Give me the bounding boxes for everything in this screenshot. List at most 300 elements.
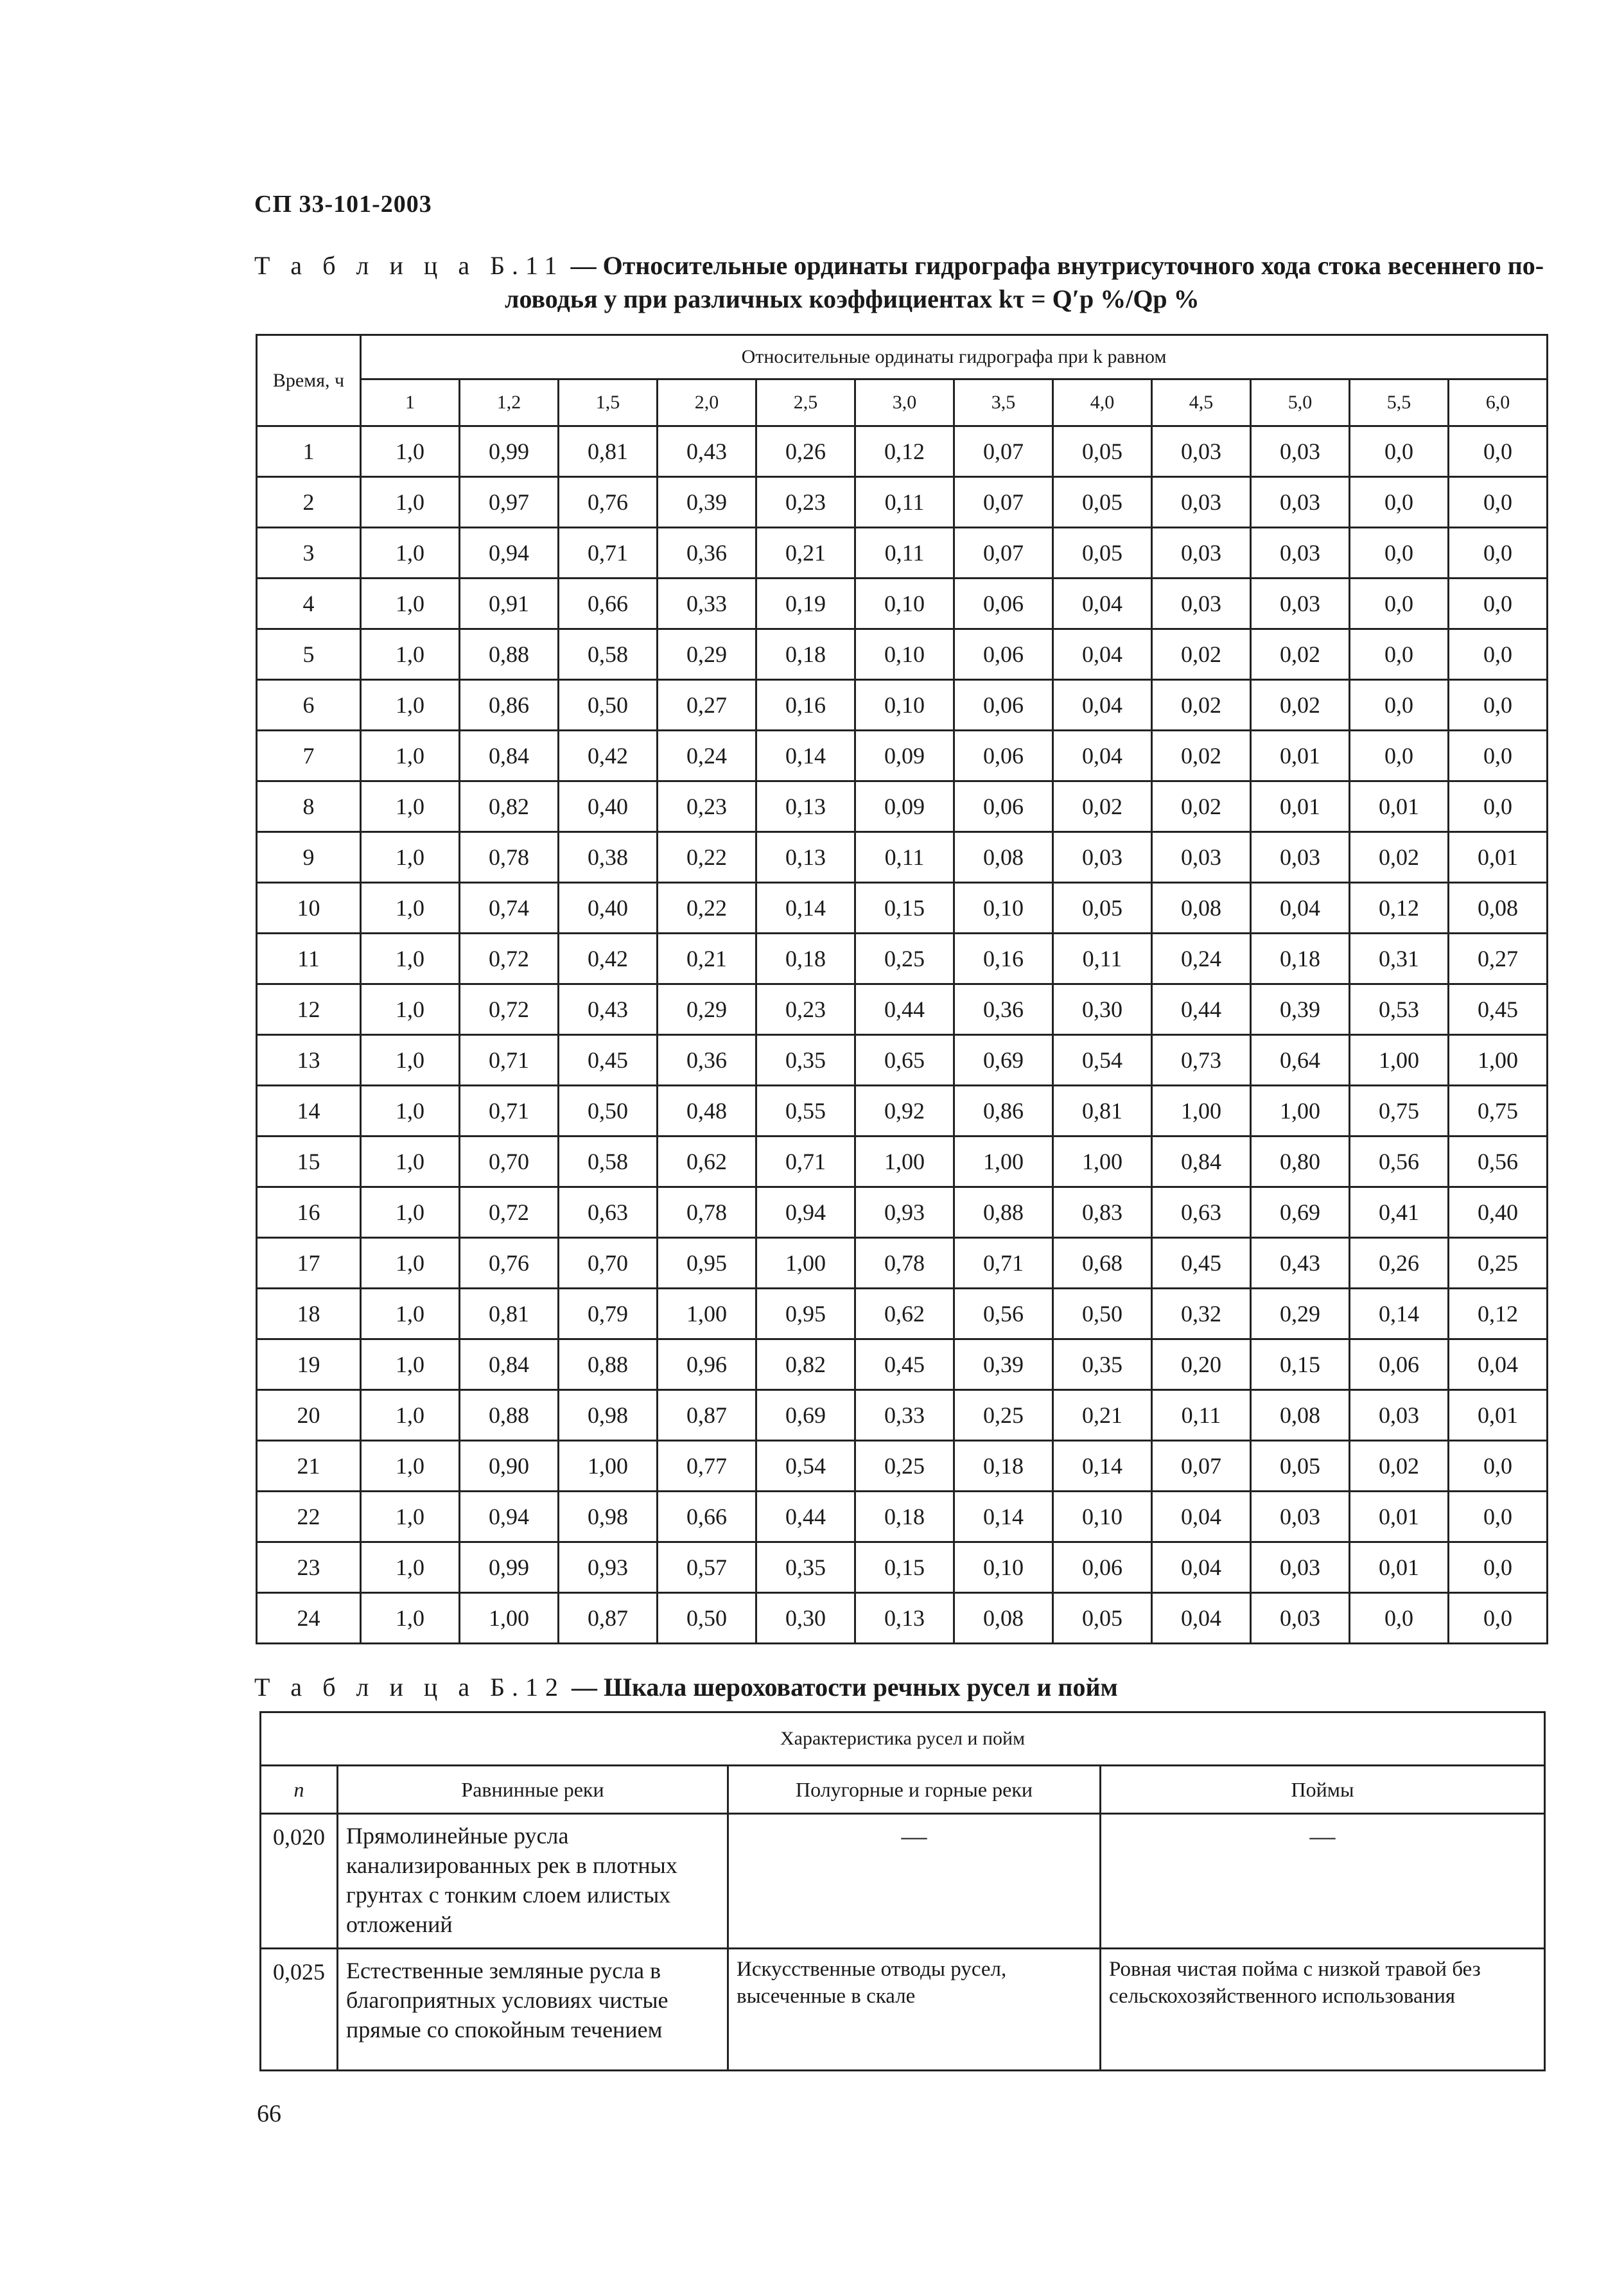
ordinate-cell: 0,11 (1053, 934, 1152, 984)
ordinate-cell: 0,03 (1152, 832, 1251, 883)
table-12-body (261, 1712, 1545, 2071)
ordinate-cell: 0,07 (954, 477, 1053, 528)
ordinate-cell: 0,63 (1152, 1187, 1251, 1238)
table-12-caption (254, 1671, 1551, 1704)
ordinate-cell: 0,36 (658, 528, 756, 579)
hour-cell: 15 (257, 1136, 361, 1187)
ordinate-cell: 0,71 (460, 1086, 559, 1136)
ordinate-cell: 0,31 (1350, 934, 1449, 984)
ordinate-cell: 0,64 (1251, 1035, 1350, 1086)
ordinate-cell: 0,04 (1053, 680, 1152, 731)
ordinate-cell: 0,99 (460, 1542, 559, 1593)
ordinate-cell: 0,71 (756, 1136, 855, 1187)
ordinate-cell: 0,14 (954, 1492, 1053, 1542)
ordinate-cell: 0,66 (658, 1492, 756, 1542)
k-value-header: 4,0 (1053, 379, 1152, 426)
ordinate-cell: 0,12 (855, 426, 954, 477)
ordinate-cell: 0,11 (1152, 1390, 1251, 1441)
ordinate-cell: 0,23 (756, 984, 855, 1035)
ordinate-cell: 0,91 (460, 579, 559, 629)
ordinate-cell: 0,57 (658, 1542, 756, 1593)
ordinate-cell: 0,22 (658, 883, 756, 934)
ordinate-cell: 0,93 (855, 1187, 954, 1238)
document-code: СП 33-101-2003 (254, 191, 432, 218)
ordinate-cell: 0,54 (1053, 1035, 1152, 1086)
ordinate-cell: 1,0 (361, 1339, 460, 1390)
ordinate-cell: 0,09 (855, 781, 954, 832)
table-12-header-row (261, 1766, 1545, 1814)
table-12 (259, 1711, 1546, 2071)
ordinate-cell: 0,14 (1053, 1441, 1152, 1492)
ordinate-cell: 1,0 (361, 1238, 460, 1289)
ordinate-cell: 0,62 (658, 1136, 756, 1187)
k-value-header: 1,5 (559, 379, 658, 426)
hour-cell: 7 (257, 731, 361, 781)
table-11-header-row (257, 335, 1548, 379)
ordinate-cell: 1,00 (460, 1593, 559, 1644)
ordinate-cell: 0,15 (855, 883, 954, 934)
table-row (257, 984, 1548, 1035)
ordinate-cell: 0,10 (954, 883, 1053, 934)
ordinate-cell: 0,25 (1449, 1238, 1548, 1289)
k-values-row (257, 379, 1548, 426)
ordinate-cell: 0,18 (954, 1441, 1053, 1492)
ordinate-cell: 0,12 (1449, 1289, 1548, 1339)
ordinate-cell: 0,32 (1152, 1289, 1251, 1339)
ordinate-cell: 0,0 (1449, 426, 1548, 477)
ordinate-cell: 0,41 (1350, 1187, 1449, 1238)
ordinate-cell: 0,02 (1053, 781, 1152, 832)
ordinate-cell: 0,06 (1053, 1542, 1152, 1593)
ordinate-cell: 0,94 (460, 528, 559, 579)
ordinate-cell: 0,03 (1251, 1492, 1350, 1542)
ordinate-cell: 0,07 (1152, 1441, 1251, 1492)
ordinate-cell: 0,99 (460, 426, 559, 477)
ordinate-cell: 0,45 (855, 1339, 954, 1390)
ordinate-cell: 0,0 (1449, 1593, 1548, 1644)
ordinate-cell: 0,07 (954, 426, 1053, 477)
ordinate-cell: 0,18 (1251, 934, 1350, 984)
ordinate-cell: 1,0 (361, 680, 460, 731)
ordinate-cell: 1,0 (361, 934, 460, 984)
ordinate-cell: 0,12 (1350, 883, 1449, 934)
ordinate-cell: 0,08 (1251, 1390, 1350, 1441)
ordinate-cell: 0,10 (954, 1542, 1053, 1593)
ordinate-cell: 0,27 (658, 680, 756, 731)
ordinate-cell: 0,07 (954, 528, 1053, 579)
ordinate-cell: 0,02 (1251, 680, 1350, 731)
mountain-rivers-cell: Искусственные отводы русел, высеченные в скале (728, 1949, 1101, 2071)
ordinate-cell: 1,0 (361, 984, 460, 1035)
ordinate-cell: 1,0 (361, 1542, 460, 1593)
ordinate-cell: 0,44 (756, 1492, 855, 1542)
ordinate-cell: 0,29 (658, 984, 756, 1035)
ordinate-cell: 0,03 (1251, 579, 1350, 629)
ordinate-cell: 0,44 (1152, 984, 1251, 1035)
table-row (257, 1238, 1548, 1289)
k-value-header: 3,5 (954, 379, 1053, 426)
ordinate-cell: 1,00 (1251, 1086, 1350, 1136)
ordinate-cell: 0,15 (1251, 1339, 1350, 1390)
ordinate-cell: 0,45 (1449, 984, 1548, 1035)
ordinate-cell: 0,16 (756, 680, 855, 731)
table-row (257, 1339, 1548, 1390)
ordinate-cell: 0,96 (658, 1339, 756, 1390)
ordinate-cell: 0,03 (1251, 477, 1350, 528)
hour-cell: 6 (257, 680, 361, 731)
table-row (257, 1035, 1548, 1086)
ordinate-cell: 0,11 (855, 477, 954, 528)
ordinate-cell: 1,0 (361, 1593, 460, 1644)
ordinate-cell: 0,71 (559, 528, 658, 579)
ordinate-cell: 1,0 (361, 781, 460, 832)
table-11-label: Т а б л и ц а Б.11 (254, 251, 564, 280)
ordinate-cell: 0,75 (1350, 1086, 1449, 1136)
ordinate-cell: 0,04 (1053, 629, 1152, 680)
ordinate-cell: 0,05 (1053, 426, 1152, 477)
ordinate-cell: 0,40 (559, 781, 658, 832)
ordinate-cell: 0,80 (1251, 1136, 1350, 1187)
ordinate-cell: 0,40 (559, 883, 658, 934)
ordinate-cell: 0,24 (1152, 934, 1251, 984)
page-number: 66 (257, 2100, 281, 2127)
ordinate-cell: 1,0 (361, 1136, 460, 1187)
ordinate-cell: 0,11 (855, 832, 954, 883)
ordinate-cell: 0,14 (756, 731, 855, 781)
ordinate-cell: 0,05 (1251, 1441, 1350, 1492)
table-row (257, 680, 1548, 731)
ordinate-cell: 0,02 (1152, 680, 1251, 731)
table-11 (256, 334, 1548, 1644)
table-12-row (261, 1814, 1545, 1949)
hour-cell: 21 (257, 1441, 361, 1492)
ordinate-cell: 0,50 (1053, 1289, 1152, 1339)
ordinate-cell: 0,87 (658, 1390, 756, 1441)
ordinate-cell: 1,00 (954, 1136, 1053, 1187)
ordinate-cell: 0,02 (1251, 629, 1350, 680)
n-column-header: n (261, 1766, 338, 1814)
ordinate-cell: 0,81 (1053, 1086, 1152, 1136)
ordinate-cell: 0,0 (1350, 1593, 1449, 1644)
k-value-header: 1 (361, 379, 460, 426)
table-11-title-line2: ловодья y при различных коэффициентах kτ = Q′p %/Qp % (505, 284, 1200, 313)
ordinate-cell: 0,13 (756, 781, 855, 832)
ordinate-cell: 0,25 (954, 1390, 1053, 1441)
ordinate-cell: 0,04 (1152, 1492, 1251, 1542)
plain-rivers-cell: Естественные земляные русла в благоприятных условиях чистые прямые со спокойным течением (338, 1949, 728, 2071)
ordinate-cell: 0,35 (756, 1542, 855, 1593)
ordinate-cell: 0,81 (559, 426, 658, 477)
k-value-header: 3,0 (855, 379, 954, 426)
table-row (257, 832, 1548, 883)
ordinate-cell: 0,39 (1251, 984, 1350, 1035)
ordinate-cell: 0,02 (1350, 1441, 1449, 1492)
ordinate-cell: 0,98 (559, 1492, 658, 1542)
hour-cell: 1 (257, 426, 361, 477)
ordinate-cell: 0,70 (460, 1136, 559, 1187)
ordinate-cell: 0,06 (954, 680, 1053, 731)
ordinate-cell: 0,0 (1449, 477, 1548, 528)
ordinate-cell: 0,06 (1350, 1339, 1449, 1390)
ordinate-cell: 0,19 (756, 579, 855, 629)
k-value-header: 1,2 (460, 379, 559, 426)
roughness-value-cell: 0,025 (261, 1949, 338, 2071)
mountain-rivers-header: Полугорные и горные реки (728, 1766, 1101, 1814)
ordinate-cell: 0,79 (559, 1289, 658, 1339)
ordinate-cell: 0,69 (1251, 1187, 1350, 1238)
ordinate-cell: 1,0 (361, 1492, 460, 1542)
hour-cell: 14 (257, 1086, 361, 1136)
ordinate-cell: 0,01 (1449, 832, 1548, 883)
ordinate-cell: 0,65 (855, 1035, 954, 1086)
ordinate-cell: 0,22 (658, 832, 756, 883)
table-12-row (261, 1949, 1545, 2071)
ordinate-cell: 0,0 (1449, 579, 1548, 629)
hour-cell: 16 (257, 1187, 361, 1238)
ordinate-cell: 0,06 (954, 629, 1053, 680)
ordinate-cell: 0,36 (658, 1035, 756, 1086)
ordinate-cell: 1,00 (658, 1289, 756, 1339)
ordinate-cell: 0,70 (559, 1238, 658, 1289)
ordinate-cell: 0,87 (559, 1593, 658, 1644)
ordinate-cell: 1,0 (361, 1390, 460, 1441)
ordinate-cell: 0,05 (1053, 528, 1152, 579)
ordinate-cell: 0,13 (855, 1593, 954, 1644)
ordinate-cell: 0,03 (1053, 832, 1152, 883)
ordinate-cell: 0,30 (756, 1593, 855, 1644)
ordinate-cell: 0,77 (658, 1441, 756, 1492)
ordinate-cell: 0,97 (460, 477, 559, 528)
hour-cell: 20 (257, 1390, 361, 1441)
ordinate-cell: 0,04 (1449, 1339, 1548, 1390)
ordinate-cell: 0,10 (1053, 1492, 1152, 1542)
ordinate-cell: 0,45 (559, 1035, 658, 1086)
table-12-title: — Шкала шероховатости речных русел и пойм (572, 1673, 1118, 1702)
ordinate-cell: 0,86 (954, 1086, 1053, 1136)
table-11-body (257, 335, 1548, 1644)
ordinate-cell: 0,0 (1449, 1492, 1548, 1542)
ordinate-cell: 0,03 (1251, 1593, 1350, 1644)
table-row (257, 1492, 1548, 1542)
ordinate-cell: 0,82 (756, 1339, 855, 1390)
ordinate-cell: 0,78 (658, 1187, 756, 1238)
k-value-header: 5,5 (1350, 379, 1449, 426)
ordinate-cell: 0,76 (460, 1238, 559, 1289)
ordinate-cell: 0,84 (460, 1339, 559, 1390)
ordinate-cell: 0,43 (658, 426, 756, 477)
ordinate-cell: 0,08 (1152, 883, 1251, 934)
ordinate-cell: 0,04 (1152, 1593, 1251, 1644)
ordinate-cell: 0,95 (658, 1238, 756, 1289)
ordinate-cell: 0,02 (1152, 731, 1251, 781)
ordinate-cell: 0,16 (954, 934, 1053, 984)
ordinate-cell: 0,05 (1053, 883, 1152, 934)
ordinate-cell: 0,06 (954, 781, 1053, 832)
ordinate-cell: 0,0 (1449, 1441, 1548, 1492)
ordinate-cell: 0,21 (1053, 1390, 1152, 1441)
ordinate-cell: 0,10 (855, 680, 954, 731)
ordinate-cell: 0,58 (559, 1136, 658, 1187)
ordinate-cell: 0,48 (658, 1086, 756, 1136)
ordinate-cell: 0,55 (756, 1086, 855, 1136)
ordinate-cell: 0,56 (954, 1289, 1053, 1339)
ordinate-cell: 1,0 (361, 477, 460, 528)
ordinate-cell: 0,66 (559, 579, 658, 629)
ordinate-cell: 0,42 (559, 934, 658, 984)
table-row (257, 629, 1548, 680)
ordinate-cell: 0,10 (855, 629, 954, 680)
ordinate-cell: 0,0 (1449, 680, 1548, 731)
ordinate-cell: 0,92 (855, 1086, 954, 1136)
ordinate-cell: 0,0 (1350, 579, 1449, 629)
ordinate-cell: 0,68 (1053, 1238, 1152, 1289)
ordinate-cell: 0,42 (559, 731, 658, 781)
table-row (257, 1593, 1548, 1644)
ordinate-cell: 0,10 (855, 579, 954, 629)
ordinate-cell: 0,29 (1251, 1289, 1350, 1339)
table-row (257, 1136, 1548, 1187)
ordinate-cell: 0,35 (1053, 1339, 1152, 1390)
ordinate-cell: 0,35 (756, 1035, 855, 1086)
table-row (257, 477, 1548, 528)
ordinate-cell: 0,0 (1449, 629, 1548, 680)
ordinate-cell: 0,02 (1350, 832, 1449, 883)
ordinate-cell: 0,29 (658, 629, 756, 680)
ordinate-cell: 0,20 (1152, 1339, 1251, 1390)
ordinate-cell: 1,0 (361, 1086, 460, 1136)
ordinate-cell: 0,50 (658, 1593, 756, 1644)
ordinate-cell: 0,21 (658, 934, 756, 984)
hour-cell: 19 (257, 1339, 361, 1390)
ordinate-cell: 1,0 (361, 1289, 460, 1339)
table-11-title-line1: — Относительные ординаты гидрографа внутрисуточного хода стока весеннего по- (570, 251, 1544, 280)
ordinate-cell: 0,83 (1053, 1187, 1152, 1238)
ordinate-cell: 1,0 (361, 731, 460, 781)
ordinate-cell: 0,25 (855, 934, 954, 984)
ordinate-cell: 0,23 (756, 477, 855, 528)
table-12-group-row (261, 1712, 1545, 1766)
table-row (257, 781, 1548, 832)
table-row (257, 1542, 1548, 1593)
hour-cell: 17 (257, 1238, 361, 1289)
ordinate-cell: 0,01 (1251, 781, 1350, 832)
ordinate-cell: 0,01 (1350, 781, 1449, 832)
hour-cell: 9 (257, 832, 361, 883)
table-row (257, 883, 1548, 934)
k-value-header: 5,0 (1251, 379, 1350, 426)
ordinate-cell: 0,04 (1152, 1542, 1251, 1593)
ordinate-cell: 1,00 (1449, 1035, 1548, 1086)
ordinate-cell: 0,54 (756, 1441, 855, 1492)
hour-cell: 12 (257, 984, 361, 1035)
table-row (257, 528, 1548, 579)
ordinate-cell: 0,73 (1152, 1035, 1251, 1086)
ordinate-cell: 1,0 (361, 1441, 460, 1492)
ordinate-cell: 0,56 (1350, 1136, 1449, 1187)
table-row (257, 1086, 1548, 1136)
ordinate-cell: 0,27 (1449, 934, 1548, 984)
ordinate-cell: 0,25 (855, 1441, 954, 1492)
ordinate-cell: 0,06 (954, 731, 1053, 781)
ordinate-cell: 0,03 (1152, 579, 1251, 629)
ordinate-cell: 0,18 (756, 934, 855, 984)
ordinate-cell: 0,81 (460, 1289, 559, 1339)
ordinate-cell: 0,05 (1053, 1593, 1152, 1644)
ordinate-cell: 0,0 (1350, 629, 1449, 680)
time-column-header: Время, ч (257, 335, 361, 426)
ordinate-cell: 0,45 (1152, 1238, 1251, 1289)
table-11-caption (254, 249, 1551, 316)
ordinate-cell: 0,0 (1350, 426, 1449, 477)
ordinate-cell: 1,00 (756, 1238, 855, 1289)
ordinate-cell: 0,24 (658, 731, 756, 781)
ordinate-cell: 1,0 (361, 629, 460, 680)
ordinate-cell: 0,03 (1251, 832, 1350, 883)
ordinate-cell: 0,39 (658, 477, 756, 528)
ordinate-cell: 1,0 (361, 1035, 460, 1086)
table-row (257, 731, 1548, 781)
ordinate-cell: 0,69 (756, 1390, 855, 1441)
ordinate-cell: 1,0 (361, 832, 460, 883)
ordinate-cell: 0,94 (756, 1187, 855, 1238)
ordinate-cell: 1,00 (559, 1441, 658, 1492)
ordinate-cell: 0,98 (559, 1390, 658, 1441)
ordinate-cell: 0,36 (954, 984, 1053, 1035)
ordinate-cell: 0,56 (1449, 1136, 1548, 1187)
ordinate-cell: 0,72 (460, 1187, 559, 1238)
ordinate-cell: 0,06 (954, 579, 1053, 629)
table-row (257, 426, 1548, 477)
ordinate-cell: 0,0 (1350, 680, 1449, 731)
ordinate-cell: 0,38 (559, 832, 658, 883)
ordinate-cell: 0,95 (756, 1289, 855, 1339)
ordinate-cell: 0,69 (954, 1035, 1053, 1086)
ordinate-cell: 0,15 (855, 1542, 954, 1593)
ordinate-cell: 0,14 (756, 883, 855, 934)
ordinate-cell: 0,02 (1152, 629, 1251, 680)
ordinate-cell: 0,50 (559, 680, 658, 731)
ordinate-cell: 0,03 (1152, 426, 1251, 477)
ordinate-cell: 0,03 (1251, 528, 1350, 579)
ordinate-cell: 0,01 (1251, 731, 1350, 781)
k-value-header: 6,0 (1449, 379, 1548, 426)
plain-rivers-cell: Прямолинейные русла канализированных рек в плотных грунтах с тонким слоем илистых отложений (338, 1814, 728, 1949)
ordinate-cell: 0,14 (1350, 1289, 1449, 1339)
roughness-value-cell: 0,020 (261, 1814, 338, 1949)
hour-cell: 13 (257, 1035, 361, 1086)
ordinate-cell: 0,01 (1350, 1542, 1449, 1593)
ordinate-cell: 0,05 (1053, 477, 1152, 528)
ordinate-cell: 0,03 (1350, 1390, 1449, 1441)
floodplains-cell: — (1101, 1814, 1545, 1949)
ordinate-cell: 0,0 (1350, 528, 1449, 579)
ordinate-cell: 0,58 (559, 629, 658, 680)
hour-cell: 2 (257, 477, 361, 528)
ordinate-cell: 0,43 (1251, 1238, 1350, 1289)
ordinates-group-header: Относительные ординаты гидрографа при k равном (361, 335, 1548, 379)
ordinate-cell: 1,00 (1053, 1136, 1152, 1187)
ordinate-cell: 0,23 (658, 781, 756, 832)
ordinate-cell: 0,13 (756, 832, 855, 883)
ordinate-cell: 0,26 (756, 426, 855, 477)
ordinate-cell: 0,33 (658, 579, 756, 629)
ordinate-cell: 0,72 (460, 984, 559, 1035)
ordinate-cell: 0,72 (460, 934, 559, 984)
ordinate-cell: 0,08 (954, 1593, 1053, 1644)
ordinate-cell: 0,62 (855, 1289, 954, 1339)
ordinate-cell: 0,26 (1350, 1238, 1449, 1289)
ordinate-cell: 0,75 (1449, 1086, 1548, 1136)
